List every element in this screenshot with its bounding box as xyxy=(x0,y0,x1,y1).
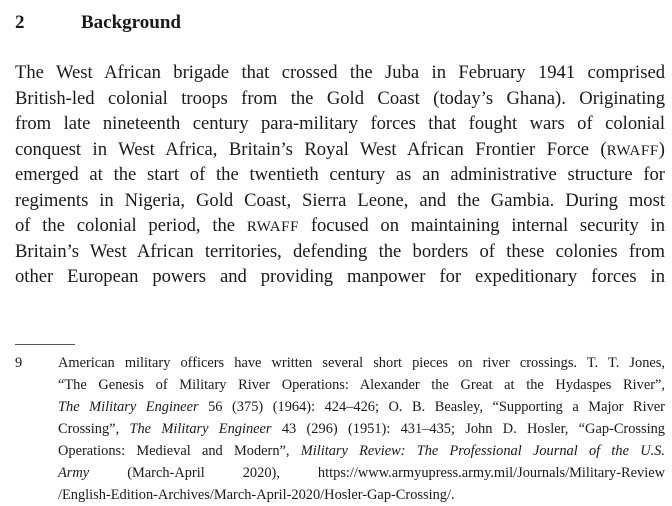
journal-title: Army xyxy=(58,465,90,481)
journal-title: The Military Engineer xyxy=(58,399,199,415)
footnote-line xyxy=(58,440,665,462)
journal-title: The Military Engineer xyxy=(129,421,272,437)
body-text-fragment: ) xyxy=(658,138,665,160)
body-line xyxy=(15,213,665,239)
body-line: emerged at the start of the twentieth century as an administrative structure for xyxy=(15,164,665,185)
footnote-text-fragment: 43 (296) (1951): 431–435; John D. Hosler, “Gap-Crossing xyxy=(281,421,666,437)
body-line: Britain’s West African territories, defending the borders of these colonies from xyxy=(15,240,665,262)
body-line: other European powers and providing manpower for expeditionary forces in xyxy=(15,266,665,287)
body-line: regiments in Nigeria, Gold Coast, Sierra Leone, and the Gambia. During most xyxy=(15,189,665,211)
footnote-text xyxy=(58,352,665,506)
footnote-text-fragment: 56 (375) (1964): 424–426; O. B. Beasley, “Supporting a Major River xyxy=(208,399,665,415)
footnote-text-fragment: Operations: Medieval and Modern”, xyxy=(58,443,290,459)
section-title: Background xyxy=(81,12,181,33)
footnote-number: 9 xyxy=(15,355,23,371)
footnote-line xyxy=(58,396,665,418)
section-number: 2 xyxy=(15,12,25,33)
footnote-line xyxy=(58,418,665,440)
footnote-text-fragment: Crossing”, xyxy=(58,421,120,437)
body-line: British-led colonial troops from the Gold Coast (today’s Ghana). Originating xyxy=(15,87,665,109)
footnote-line: /English-Edition-Archives/March-April-2020/Hosler-Gap-Crossing/. xyxy=(58,487,455,503)
body-line: The West African brigade that crossed the Juba in February 1941 comprised xyxy=(15,62,665,83)
body-text-fragment: focused on maintaining internal security in xyxy=(310,215,666,236)
section-heading xyxy=(15,10,655,36)
footnote-line: American military officers have written several short pieces on river crossings. T. T. Jones, xyxy=(58,355,665,371)
abbreviation-rwaff: RWAFF xyxy=(606,142,659,159)
body-text-fragment: conquest in West Africa, Britain’s Royal West African Frontier Force ( xyxy=(15,138,607,160)
body-line: from late nineteenth century para-military forces that fought wars of colonial xyxy=(15,113,665,134)
footnote-divider xyxy=(15,344,75,345)
footnote-line xyxy=(58,462,665,484)
body-line xyxy=(15,137,665,163)
body-text-fragment: of the colonial period, the xyxy=(15,215,236,236)
journal-title: Military Review: The Professional Journal of the U.S. xyxy=(300,443,665,459)
footnote-line: “The Genesis of Military River Operations: Alexander the Great at the Hydaspes River”, xyxy=(58,377,665,393)
body-paragraph xyxy=(15,60,665,290)
abbreviation-rwaff: RWAFF xyxy=(246,219,300,235)
footnote-url: (March-April 2020), https://www.armyupress.army.mil/Journals/Military-Review xyxy=(127,465,665,481)
